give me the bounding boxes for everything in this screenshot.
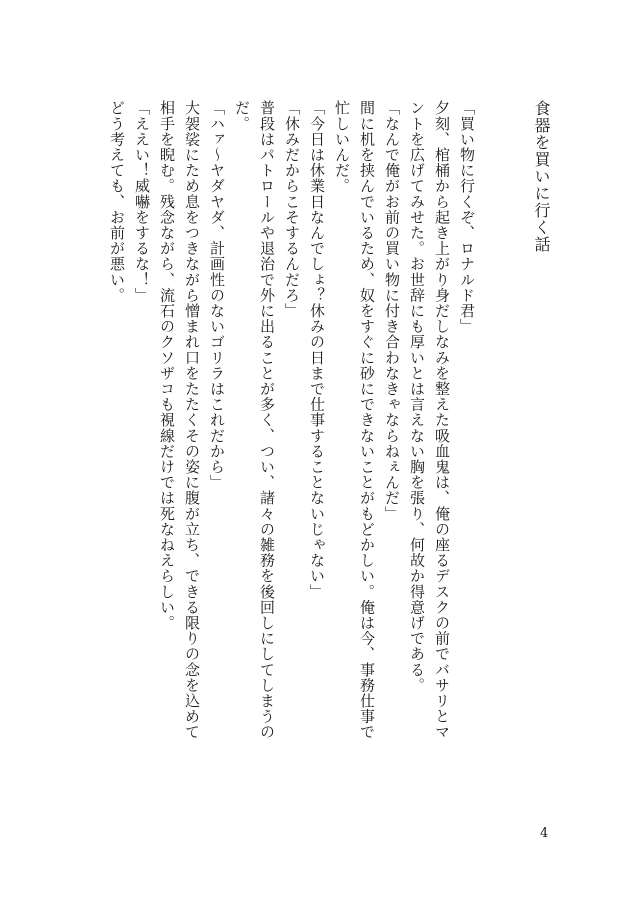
text-line: 大袈裟にため息をつきながら憎まれ口をたたくその姿に腹が立ち、できる限りの念を込めて [183, 100, 201, 740]
text-line: だ。 [233, 100, 251, 132]
text-line: 「買い物に行くぞ、ロナルド君」 [458, 100, 476, 334]
text-line: 忙しいんだ。 [333, 100, 351, 194]
text-line: どう考えても、お前が悪い。 [108, 100, 126, 303]
text-line: 「ええい！威嚇をするな！」 [133, 100, 151, 303]
text-line: 「休みだからこそするんだろ」 [283, 100, 301, 319]
text-line: 間に机を挟んでいるため、奴をすぐに砂にできないことがもどかしい。俺は今、事務仕事で [358, 100, 376, 740]
text-line: 相手を睨む。残念ながら、流石のクソザコも視線だけでは死なねえらしい。 [158, 100, 176, 631]
chapter-title: 食器を買いに行く話 [532, 100, 551, 253]
text-line: 夕刻、棺桶から起き上がり身だしなみを整えた吸血鬼は、俺の座るデスクの前でバサリとマ [433, 100, 451, 740]
text-line: 「今日は休業日なんでしょ？休みの日まで仕事することないじゃない」 [308, 100, 326, 600]
text-line: 普段はパトロールや退治で外に出ることが多く、つい、諸々の雑務を後回しにしてしまうの [258, 100, 276, 740]
text-line: 「なんで俺がお前の買い物に付き合わなきゃならねぇんだ」 [383, 100, 401, 522]
page-number: 4 [540, 826, 549, 841]
text-line: 「ハァ〜ヤダヤダ、計画性のないゴリラはこれだから」 [208, 100, 226, 490]
text-line: ントを広げてみせた。お世辞にも厚いとは言えない胸を張り、何故か得意げである。 [408, 100, 426, 693]
